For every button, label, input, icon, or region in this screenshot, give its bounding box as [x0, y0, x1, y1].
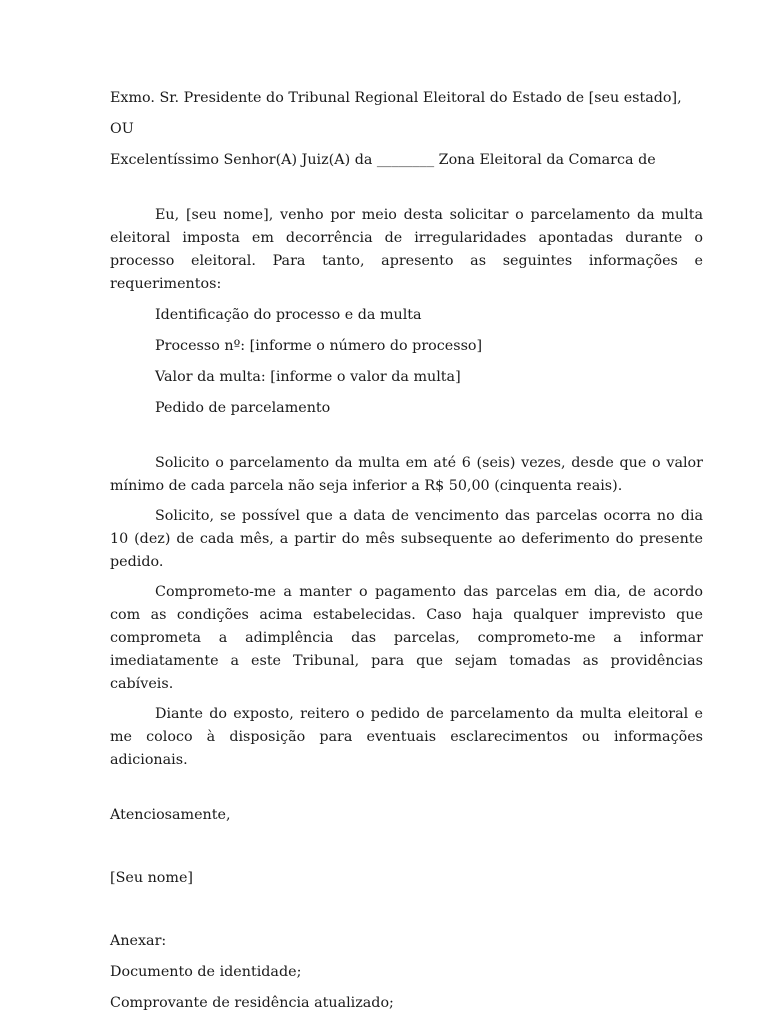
address-president: Exmo. Sr. Presidente do Tribunal Regional Eleitoral do Estado de [seu estado], [110, 90, 682, 106]
attachment-item: Comprovante de residência atualizado; [110, 995, 394, 1011]
paragraph-installments: Solicito o parcelamento da multa em até 6 (seis) vezes, desde que o valor mínimo de cada parcela não seja inferior a R$ 50,00 (cinquenta reais). [110, 455, 703, 494]
attachment-item: Documento de identidade; [110, 964, 302, 980]
info-item-identification: Identificação do processo e da multa [155, 307, 422, 323]
intro-paragraph: Eu, [seu nome], venho por meio desta solicitar o parcelamento da multa eleitoral imposta em decorrência de irregularidades apontadas durante o processo eleitoral. Para tanto, apresento as seguintes informações e requerimentos: [110, 207, 703, 292]
paragraph-due-date: Solicito, se possível que a data de vencimento das parcelas ocorra no dia 10 (dez) de cada mês, a partir do mês subsequente ao deferimento do presente pedido. [110, 508, 703, 570]
signature-name: [Seu nome] [110, 870, 193, 886]
attachments-title: Anexar: [110, 933, 167, 949]
address-judge: Excelentíssimo Senhor(A) Juiz(A) da ________ Zona Eleitoral da Comarca de [110, 152, 656, 168]
address-or: OU [110, 121, 134, 137]
info-item-fine-value: Valor da multa: [informe o valor da multa] [155, 369, 461, 385]
info-item-installment-request: Pedido de parcelamento [155, 400, 331, 416]
info-item-process-number: Processo nº: [informe o número do processo] [155, 338, 483, 354]
paragraph-commitment: Comprometo-me a manter o pagamento das parcelas em dia, de acordo com as condições acima estabelecidas. Caso haja qualquer imprevisto que comprometa a adimplência das parcelas, comprometo-me a informar imediatamente a este Tribunal, para que sejam tomadas as providências cabíveis. [110, 584, 703, 692]
closing: Atenciosamente, [110, 807, 231, 823]
letter-page [110, 87, 703, 1015]
paragraph-conclusion: Diante do exposto, reitero o pedido de parcelamento da multa eleitoral e me coloco à disposição para eventuais esclarecimentos ou informações adicionais. [110, 706, 703, 768]
